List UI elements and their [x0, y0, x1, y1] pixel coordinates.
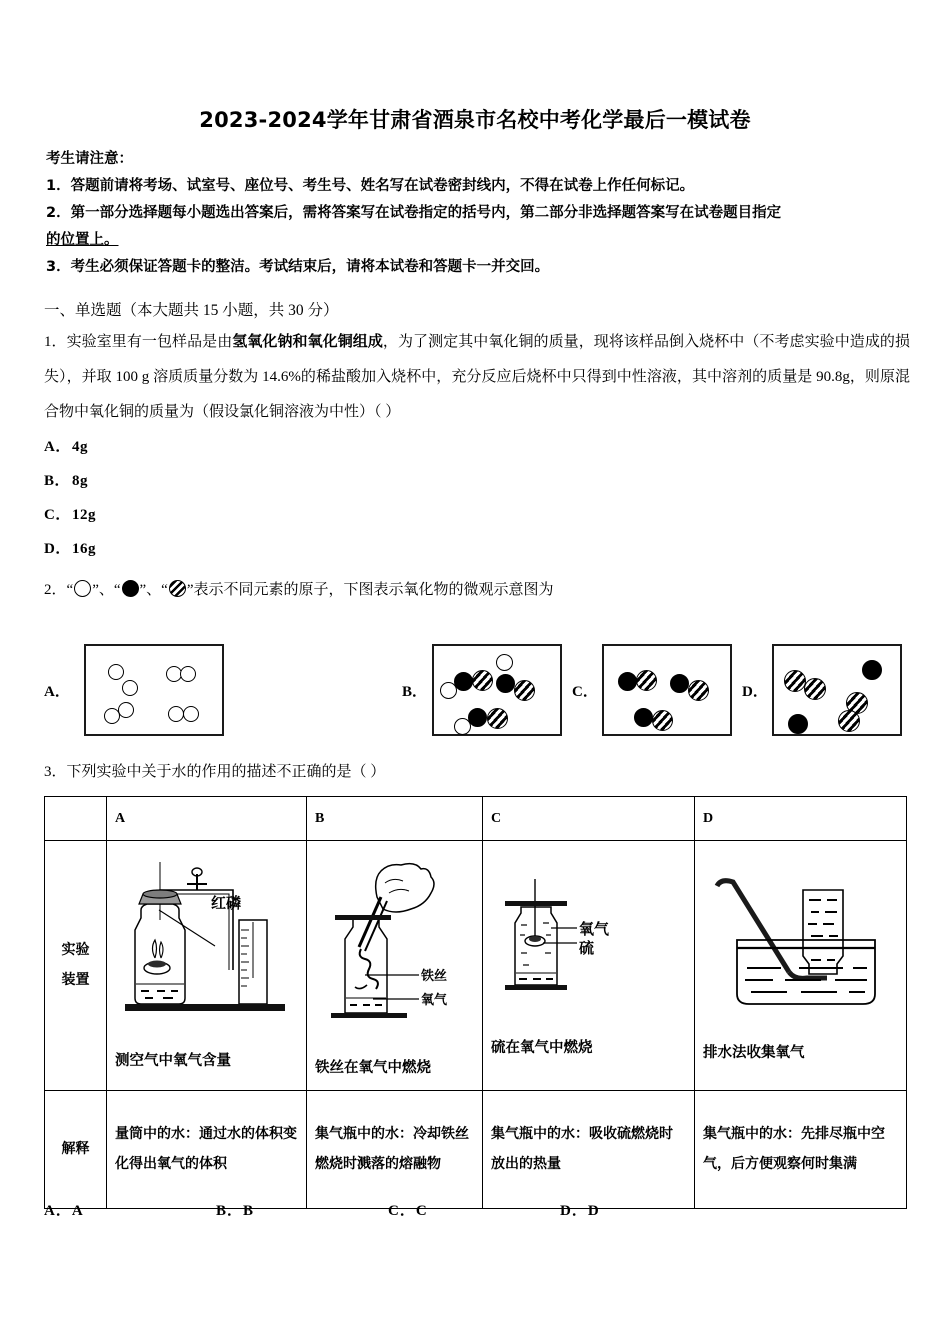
question-3-option-c[interactable]: C．C [388, 1203, 428, 1219]
atom-black [618, 672, 637, 691]
quote-sep-1: ”、“ [92, 582, 121, 598]
diagram-sulfur-burning [491, 873, 686, 1059]
atom-white [118, 702, 134, 718]
atom-striped [688, 680, 709, 701]
atom-striped [652, 710, 673, 731]
diagram-caption-a: 测空气中氧气含量 [115, 1052, 231, 1069]
row-label-apparatus [45, 841, 107, 1091]
cell-explanation-c: 集气瓶中的水：吸收硫燃烧时放出的热量 [483, 1091, 695, 1209]
question-1-stem [44, 325, 910, 430]
notice-item-2: 2．第一部分选择题每小题选出答案后，需将答案写在试卷指定的括号内，第二部分非选择题答案写在试卷题目指定 [46, 205, 782, 221]
option-b-label: B． [44, 473, 71, 489]
row-label-apparatus-line2: 装置 [61, 972, 90, 988]
label-iron-wire: 铁丝 [421, 968, 448, 984]
atom-striped [514, 680, 535, 701]
diagram-iron-wire-burning [315, 853, 474, 1079]
label-sulfur: 硫 [579, 938, 595, 957]
atom-white [180, 666, 196, 682]
cell-explanation-b: 集气瓶中的水：冷却铁丝燃烧时溅落的熔融物 [307, 1091, 483, 1209]
cell-apparatus-d [695, 841, 907, 1091]
label-oxygen: 氧气 [421, 992, 448, 1008]
molecule-box-b [432, 644, 562, 736]
row-label-explanation: 解释 [45, 1091, 107, 1209]
question-2-option-d-label: D． [742, 684, 768, 700]
question-1-option-c[interactable] [44, 498, 96, 532]
question-1-option-b[interactable] [44, 464, 96, 498]
atom-black [670, 674, 689, 693]
cell-apparatus-b [307, 841, 483, 1091]
atom-black [634, 708, 653, 727]
question-3-option-d[interactable]: D．D [560, 1203, 600, 1219]
column-header-c: C [483, 797, 695, 841]
page-title: 2023-2024学年甘肃省酒泉市名校中考化学最后一模试卷 [199, 108, 751, 132]
table-header-row [45, 797, 907, 841]
column-header-b: B [307, 797, 483, 841]
option-a-label: A． [44, 439, 71, 455]
question-1-option-a[interactable] [44, 430, 96, 464]
diagram-caption-c: 硫在氧气中燃烧 [491, 1039, 593, 1056]
option-c-value: 12g [72, 507, 96, 523]
notice-item-2-cont: 的位置上。 [46, 232, 119, 248]
question-1-text-part1: 实验室里有一包样品是由 [66, 334, 233, 350]
question-1-number: 1． [44, 334, 67, 350]
atom-striped [838, 710, 860, 732]
atom-striped [487, 708, 508, 729]
question-1-bold-phrase: 氢氧化钠和氧化铜组成 [232, 334, 383, 350]
question-3-option-a[interactable]: A．A [44, 1203, 84, 1219]
atom-striped [472, 670, 493, 691]
white-circle-icon [74, 580, 91, 597]
exam-notice-block [46, 146, 906, 281]
section-heading: 一、单选题（本大题共 15 小题，共 30 分） [44, 302, 339, 319]
atom-striped [636, 670, 657, 691]
table-row-apparatus [45, 841, 907, 1091]
column-header-d: D [695, 797, 907, 841]
striped-circle-icon [169, 580, 186, 597]
atom-white [122, 680, 138, 696]
notice-heading: 考生请注意： [46, 151, 133, 167]
question-3-number: 3． [44, 764, 67, 780]
cell-apparatus-a [107, 841, 307, 1091]
label-oxygen: 氧气 [579, 919, 610, 938]
question-1-options [44, 430, 96, 566]
table-row-explanation [45, 1091, 907, 1209]
question-1-option-d[interactable] [44, 532, 96, 566]
atom-white [168, 706, 184, 722]
diagram-water-displacement [703, 868, 898, 1064]
row-label-apparatus-line1: 实验 [61, 942, 90, 958]
atom-striped [804, 678, 826, 700]
label-red-phosphorus: 红磷 [211, 893, 242, 912]
molecule-box-c [602, 644, 732, 736]
notice-item-3: 3．考生必须保证答题卡的整洁。考试结束后，请将本试卷和答题卡一并交回。 [46, 259, 550, 275]
question-3-option-b[interactable]: B．B [216, 1203, 255, 1219]
diagram-caption-d: 排水法收集氧气 [703, 1044, 805, 1061]
diagram-caption-b: 铁丝在氧气中燃烧 [315, 1059, 431, 1076]
question-3-text: 下列实验中关于水的作用的描述不正确的是（ ） [66, 764, 386, 780]
quote-open: “ [66, 582, 74, 598]
black-circle-icon [122, 580, 139, 597]
atom-black [496, 674, 515, 693]
atom-black [454, 672, 473, 691]
diagram-oxygen-content-apparatus [115, 860, 298, 1072]
molecule-box-d [772, 644, 902, 736]
question-2-option-b-label: B． [402, 684, 428, 700]
question-2-option-a-label: A． [44, 684, 70, 700]
atom-white [496, 654, 513, 671]
question-3-stem [44, 760, 385, 781]
option-d-value: 16g [72, 541, 96, 557]
question-2-option-c-label: C． [572, 684, 598, 700]
atom-black [468, 708, 487, 727]
question-2-stem [44, 578, 904, 602]
table-corner-cell [45, 797, 107, 841]
cell-explanation-d: 集气瓶中的水：先排尽瓶中空气，后方便观察何时集满 [695, 1091, 907, 1209]
question-2-number: 2． [44, 582, 67, 598]
question-3-options [44, 1199, 744, 1220]
option-d-label: D． [44, 541, 71, 557]
question-2-options-row [0, 638, 950, 743]
cell-apparatus-c [483, 841, 695, 1091]
question-1-text-part2: ，为了测定其中氧化铜的质量，现将该样品倒入烧杯中（不考虑实验中造成的损失），并取 100 g 溶质质量分数为 14.6%的稀盐酸加入烧杯中，充分反应后烧杯中只得到中性溶液，其中溶剂的质量是 90.8g，则原混合物中氧化铜的质量为（假设氯化铜溶液为中性）（ ） [44, 334, 910, 420]
notice-item-1: 1．答题前请将考场、试室号、座位号、考生号、姓名写在试卷密封线内，不得在试卷上作任何标记。 [46, 178, 695, 194]
option-c-label: C． [44, 507, 71, 523]
atom-striped [784, 670, 806, 692]
molecule-box-a [84, 644, 224, 736]
column-header-a: A [107, 797, 307, 841]
atom-black [788, 714, 808, 734]
quote-sep-2: ”、“ [139, 582, 168, 598]
experiment-table [44, 796, 907, 1209]
atom-black [862, 660, 882, 680]
atom-white [183, 706, 199, 722]
option-b-value: 8g [72, 473, 88, 489]
cell-explanation-a: 量筒中的水：通过水的体积变化得出氧气的体积 [107, 1091, 307, 1209]
quote-close: ” [186, 582, 194, 598]
option-a-value: 4g [72, 439, 88, 455]
question-2-stem-tail: 表示不同元素的原子，下图表示氧化物的微观示意图为 [193, 582, 554, 598]
atom-white [108, 664, 124, 680]
